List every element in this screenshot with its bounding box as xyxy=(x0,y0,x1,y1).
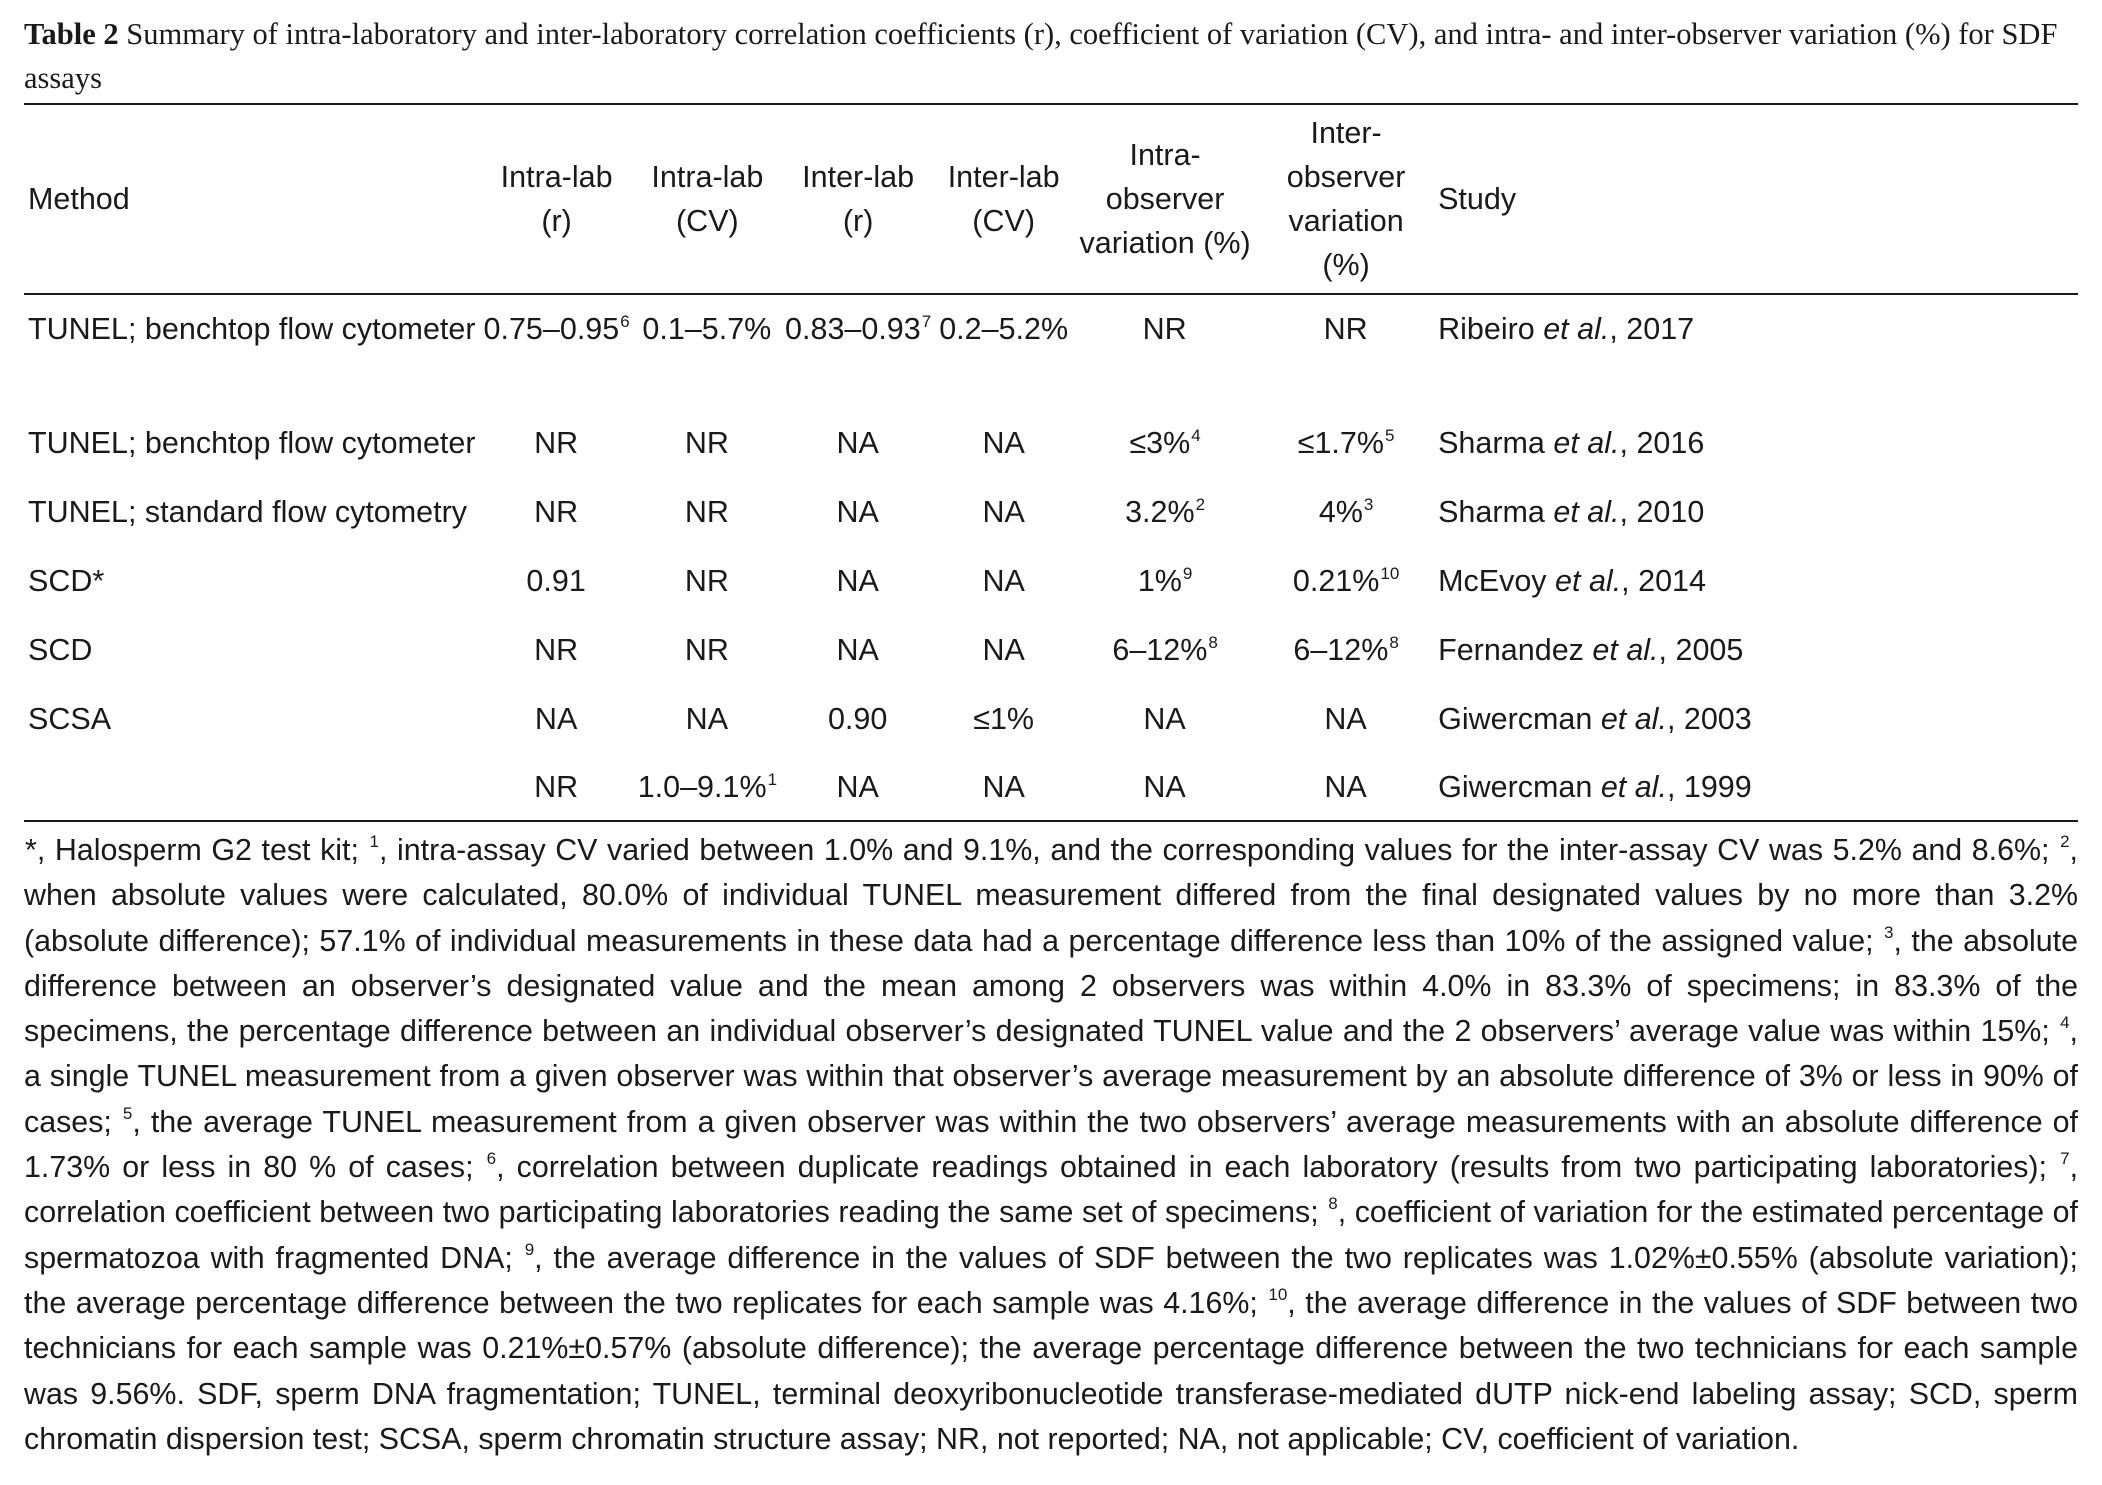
cell-method: SCSA xyxy=(28,702,112,736)
cell-intra-lab-cv: NR xyxy=(684,564,729,598)
table-page xyxy=(24,12,2078,1462)
cell-intra-lab-cv: NR xyxy=(684,633,729,667)
cell-inter-lab-cv: NA xyxy=(982,495,1025,529)
header-method: Method xyxy=(28,182,130,216)
cell-intra-lab-cv: NR xyxy=(684,495,729,529)
cell-method: TUNEL; standard flow cytometry xyxy=(28,495,468,529)
cell-inter-observer: 0.21%$^{10}$ xyxy=(1292,564,1400,598)
cell-inter-lab-r: NA xyxy=(836,564,879,598)
cell-inter-observer: 4%$^3$ xyxy=(1318,495,1374,529)
footnote: $^6$, correlation between duplicate readings obtained in each laboratory (results from two participating laboratories); xyxy=(486,1149,2060,1185)
header-inter-lab-r: Inter-lab (r) xyxy=(802,160,915,238)
table-row xyxy=(24,547,2078,616)
table-footnotes xyxy=(24,828,2078,1462)
table-row xyxy=(24,478,2078,547)
cell-intra-lab-cv: 0.1–5.7% xyxy=(642,311,772,346)
table-row xyxy=(24,616,2078,685)
footnote: $^3$, the absolute difference between an observer’s designated value and the mean among 2 observers was within 4.0% in 83.3% of specimens; in 83.3% of the specimens, the percentage difference between an individual observer’s designated TUNEL value and the 2 observers’ average value was within 15%; xyxy=(24,922,2078,1049)
cell-inter-lab-r: NA xyxy=(781,754,935,821)
cell-study: Fernandez et al., 2005 xyxy=(1438,633,1744,667)
header-intra-lab-cv: Intra-lab (CV) xyxy=(651,160,764,238)
cell-inter-observer: NA xyxy=(1324,702,1367,736)
header-intra-observer: Intra-observer variation (%) xyxy=(1079,138,1251,260)
header-inter-observer: Inter-observer variation (%) xyxy=(1286,116,1406,282)
header-study: Study xyxy=(1438,182,1517,216)
cell-inter-lab-cv: NA xyxy=(982,564,1025,598)
footnote: $^{10}$, the average difference in the values of SDF between two technicians for each sample was 0.21%±0.57% (absolute difference); the average percentage difference between the two technicians for each sample was 9.56%. SDF, sperm DNA fragmentation; TUNEL, terminal deoxyribonucleotide transferase-mediated dUTP nick-end labeling assay; SCD, sperm chromatin dispersion test; SCSA, sperm chromatin structure assay; NR, not reported; NA, not applicable; CV, coefficient of variation. xyxy=(24,1284,2079,1456)
cell-method: SCD* xyxy=(28,564,105,598)
table-row xyxy=(24,754,2078,821)
cell-intra-observer: NR xyxy=(1142,311,1187,346)
cell-inter-observer: NR xyxy=(1323,311,1368,346)
cell-intra-observer: ≤3%$^4$ xyxy=(1129,426,1201,460)
cell-inter-lab-r: 0.83–0.93$^7$ xyxy=(785,311,932,346)
cell-method: SCD xyxy=(28,633,93,667)
cell-intra-lab-cv: NR xyxy=(684,426,729,460)
table-row xyxy=(24,294,2078,363)
cell-intra-lab-r: NR xyxy=(534,633,579,667)
cell-intra-lab-r: 0.91 xyxy=(526,564,586,598)
footnote: $^9$, the average difference in the values of SDF between the two replicates was 1.02%±0.55% (absolute variation); the average percentage difference between the two replicates for each sample was 4.16%; xyxy=(24,1239,2078,1320)
cell-intra-observer: NA xyxy=(1143,702,1186,736)
table-row xyxy=(24,409,2078,478)
cell-inter-lab-cv: 0.2–5.2% xyxy=(939,311,1069,346)
cell-intra-observer: NA xyxy=(1072,754,1258,821)
footnote: $^7$, correlation coefficient between two participating laboratories reading the same set of specimens; xyxy=(24,1149,2079,1230)
table-label: Table 2 xyxy=(24,17,119,51)
header-inter-lab-cv: Inter-lab (CV) xyxy=(947,160,1060,238)
cell-intra-lab-r: NR xyxy=(534,495,579,529)
spacer-row xyxy=(24,363,2078,409)
footnote: $^5$, the average TUNEL measurement from a given observer was within the two observers’ average measurements with an absolute difference of 1.73% or less in 80 % of cases; xyxy=(24,1103,2078,1185)
cell-inter-lab-cv: NA xyxy=(982,633,1025,667)
header-row xyxy=(24,104,2078,294)
cell-intra-lab-r: NR xyxy=(534,426,579,460)
footnote: $^8$, coefficient of variation for the estimated percentage of spermatozoa with fragmented DNA; xyxy=(24,1194,2078,1275)
cell-study: Sharma et al., 2016 xyxy=(1438,426,1705,460)
cell-inter-observer: 6–12%$^8$ xyxy=(1293,633,1399,667)
cell-method: TUNEL; benchtop flow cytometer xyxy=(28,311,476,346)
cell-method xyxy=(24,754,480,821)
cell-inter-lab-r: 0.90 xyxy=(827,702,888,736)
footnote: $^2$, when absolute values were calculated, 80.0% of individual TUNEL measurement differed from the final designated values by no more than 3.2% (absolute difference); 57.1% of individual measurements in these data had a percentage difference less than 10% of the assigned value; xyxy=(24,832,2078,958)
cell-inter-lab-r: NA xyxy=(836,495,879,529)
cell-intra-observer: 6–12%$^8$ xyxy=(1112,633,1218,667)
cell-method: TUNEL; benchtop flow cytometer xyxy=(28,426,476,460)
cell-study: Ribeiro et al., 2017 xyxy=(1438,311,1695,346)
cell-intra-lab-r: 0.75–0.95$^6$ xyxy=(483,311,630,346)
summary-table xyxy=(24,103,2078,822)
cell-intra-lab-r: NR xyxy=(480,754,634,821)
cell-inter-lab-cv: NA xyxy=(982,426,1025,460)
cell-intra-lab-r: NA xyxy=(534,702,578,736)
footnote: *, Halosperm G2 test kit; xyxy=(25,833,369,867)
footnote: $^1$, intra-assay CV varied between 1.0% and 9.1%, and the corresponding values for the inter-assay CV was 5.2% and 8.6%; xyxy=(369,832,2060,867)
table-row xyxy=(24,685,2078,754)
cell-inter-lab-r: NA xyxy=(836,633,879,667)
caption-text: Summary of intra-laboratory and inter-laboratory correlation coefficients (r), coefficient of variation (CV), and intra- and inter-observer variation (%) for SDF assays xyxy=(24,17,2058,95)
header-intra-lab-r: Intra-lab (r) xyxy=(500,160,613,238)
cell-inter-lab-r: NA xyxy=(836,426,879,460)
cell-study: Sharma et al., 2010 xyxy=(1438,495,1705,529)
cell-inter-observer: NA xyxy=(1258,754,1434,821)
cell-study: Giwercman et al., 2003 xyxy=(1438,702,1752,736)
footnote: $^4$, a single TUNEL measurement from a given observer was within that observer’s average measurement by an absolute difference of 3% or less in 90% of cases; xyxy=(24,1013,2078,1139)
cell-inter-lab-cv: ≤1% xyxy=(973,702,1035,736)
cell-intra-lab-cv: NA xyxy=(685,702,729,736)
cell-inter-lab-cv: NA xyxy=(935,754,1072,821)
cell-study: McEvoy et al., 2014 xyxy=(1438,564,1706,598)
cell-intra-lab-cv: 1.0–9.1%$^1$ xyxy=(634,754,781,821)
cell-intra-observer: 3.2%$^2$ xyxy=(1125,495,1206,529)
cell-intra-observer: 1%$^9$ xyxy=(1137,564,1193,598)
cell-study: Giwercman et al., 1999 xyxy=(1434,754,2078,821)
table-caption xyxy=(24,12,2078,100)
cell-inter-observer: ≤1.7%$^5$ xyxy=(1297,426,1395,460)
